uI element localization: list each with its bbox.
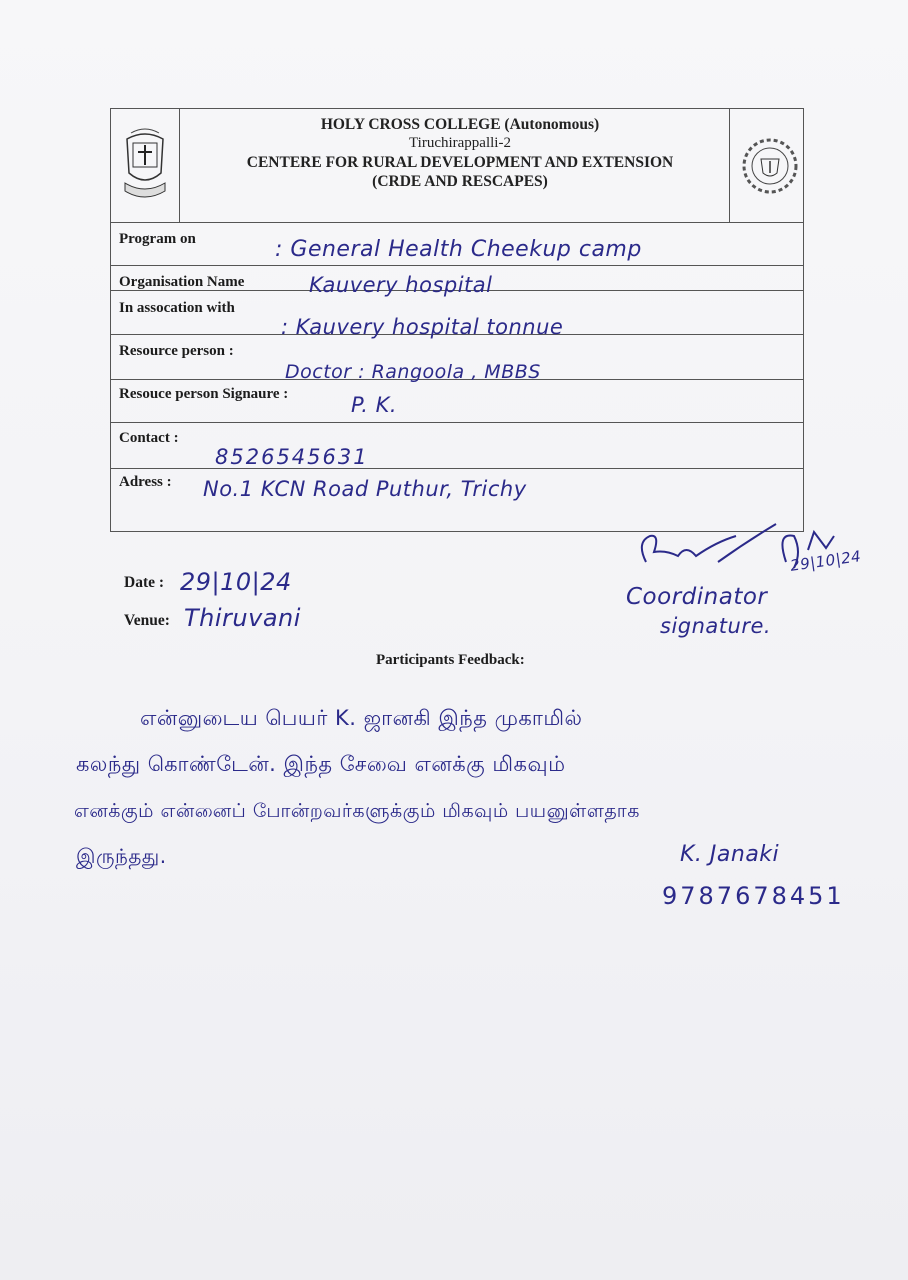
- organisation-label: Organisation Name: [119, 274, 245, 290]
- participant-name: K. Janaki: [680, 842, 780, 867]
- date-label: Date :: [124, 574, 165, 591]
- crest-divider-left: [179, 109, 180, 222]
- college-header: [181, 115, 739, 191]
- address-value: No.1 KCN Road Puthur, Trichy: [203, 477, 527, 501]
- address-label: Adress :: [119, 474, 172, 490]
- contact-label: Contact :: [119, 430, 179, 446]
- feedback-title: Participants Feedback:: [376, 652, 525, 668]
- venue-label: Venue:: [124, 612, 170, 629]
- rescapes-logo-icon: [741, 133, 799, 204]
- college-name: HOLY CROSS COLLEGE (Autonomous): [320, 116, 600, 133]
- feedback-line-2: கலந்து கொண்டேன். இந்த சேவை எனக்கு மிகவும்: [76, 752, 566, 776]
- form-table: [110, 108, 804, 532]
- program-label: Program on: [119, 231, 196, 247]
- participant-phone: 9787678451: [662, 882, 845, 910]
- contact-value: 8526545631: [215, 445, 369, 469]
- coordinator-signature-label: signature.: [660, 614, 772, 638]
- resource-signature-label: Resouce person Signaure :: [119, 386, 289, 402]
- association-value: : Kauvery hospital tonnue: [281, 315, 564, 339]
- feedback-line-4: இருந்தது.: [76, 844, 167, 868]
- organisation-value: Kauvery hospital: [309, 273, 493, 297]
- centre-unit: (CRDE AND RESCAPES): [372, 173, 548, 190]
- college-crest-icon: [121, 125, 169, 214]
- row-divider: [111, 222, 803, 223]
- program-value: : General Health Cheekup camp: [275, 237, 642, 262]
- feedback-line-1: என்னுடைய பெயர் K. ஜானகி இந்த முகாமில்: [140, 706, 583, 730]
- row-divider: [111, 422, 803, 423]
- resource-signature-value: P. K.: [351, 393, 398, 417]
- date-value: 29|10|24: [180, 568, 292, 596]
- feedback-line-3: எனக்கும் என்னைப் போன்றவர்களுக்கும் மிகவும் பயனுள்ளதாக: [74, 800, 640, 822]
- row-divider: [111, 265, 803, 266]
- coordinator-label: Coordinator: [626, 584, 768, 610]
- venue-value: Thiruvani: [184, 604, 301, 632]
- resource-person-value: Doctor : Rangoola , MBBS: [285, 361, 541, 383]
- centre-name: CENTERE FOR RURAL DEVELOPMENT AND EXTENSION: [246, 154, 674, 171]
- coordinator-date: 29|10|24: [789, 547, 863, 575]
- college-city: Tiruchirappalli-2: [409, 135, 511, 151]
- resource-person-label: Resource person :: [119, 343, 234, 359]
- association-label: In assocation with: [119, 300, 235, 316]
